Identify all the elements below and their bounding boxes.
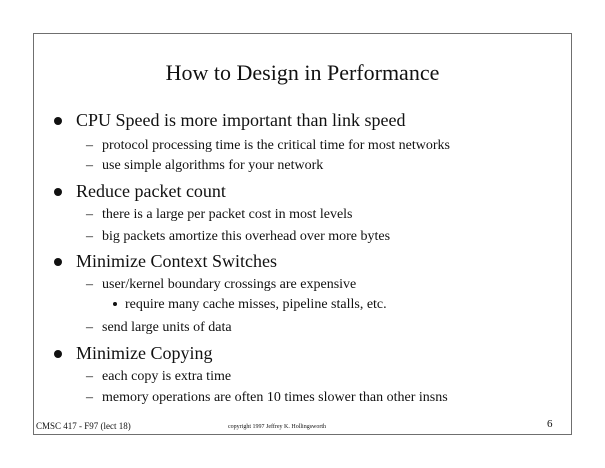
sub-bullet-text: each copy is extra time	[102, 369, 232, 384]
dash-icon: –	[86, 229, 93, 244]
bullet-icon	[54, 350, 62, 358]
sub-sub-bullet-item	[113, 296, 387, 314]
sub-bullet-text: memory operations are often 10 times slower than other insns	[102, 390, 448, 405]
sub-bullet-item	[86, 228, 390, 246]
bullet-text: Minimize Context Switches	[76, 251, 277, 271]
slide-title: How to Design in Performance	[165, 60, 440, 85]
sub-bullet-item	[86, 157, 323, 175]
sub-bullet-text: protocol processing time is the critical time for most networks	[102, 138, 450, 153]
bullet-item	[54, 250, 277, 272]
dash-icon: –	[86, 390, 93, 405]
footer-copyright: copyright 1997 Jeffrey K. Hollingsworth	[228, 424, 327, 430]
sub-bullet-item	[86, 276, 356, 294]
sub-bullet-text: use simple algorithms for your network	[102, 158, 324, 173]
small-bullet-icon	[113, 302, 117, 306]
sub-bullet-item	[86, 368, 231, 386]
sub-bullet-text: send large units of data	[102, 320, 232, 335]
bullet-text: CPU Speed is more important than link speed	[76, 110, 406, 130]
dash-icon: –	[86, 320, 93, 335]
sub-bullet-item	[86, 206, 353, 224]
bullet-icon	[54, 117, 62, 125]
bullet-item	[54, 342, 213, 364]
footer-course-label: CMSC 417 - F97 (lect 18)	[36, 421, 131, 431]
bullet-item	[54, 109, 405, 131]
sub-bullet-text: user/kernel boundary crossings are expensive	[102, 277, 357, 292]
sub-sub-bullet-text: require many cache misses, pipeline stalls, etc.	[125, 297, 387, 312]
bullet-text: Minimize Copying	[76, 343, 213, 363]
dash-icon: –	[86, 138, 93, 153]
bullet-icon	[54, 188, 62, 196]
dash-icon: –	[86, 369, 93, 384]
dash-icon: –	[86, 207, 93, 222]
bullet-text: Reduce packet count	[76, 181, 226, 201]
sub-bullet-text: there is a large per packet cost in most levels	[102, 207, 353, 222]
sub-bullet-item	[86, 389, 448, 407]
dash-icon: –	[86, 158, 93, 173]
sub-bullet-item	[86, 137, 450, 155]
bullet-icon	[54, 258, 62, 266]
sub-bullet-text: big packets amortize this overhead over more bytes	[102, 229, 391, 244]
bullet-item	[54, 180, 226, 202]
dash-icon: –	[86, 277, 93, 292]
sub-bullet-item	[86, 319, 232, 337]
page-number: 6	[547, 418, 553, 430]
